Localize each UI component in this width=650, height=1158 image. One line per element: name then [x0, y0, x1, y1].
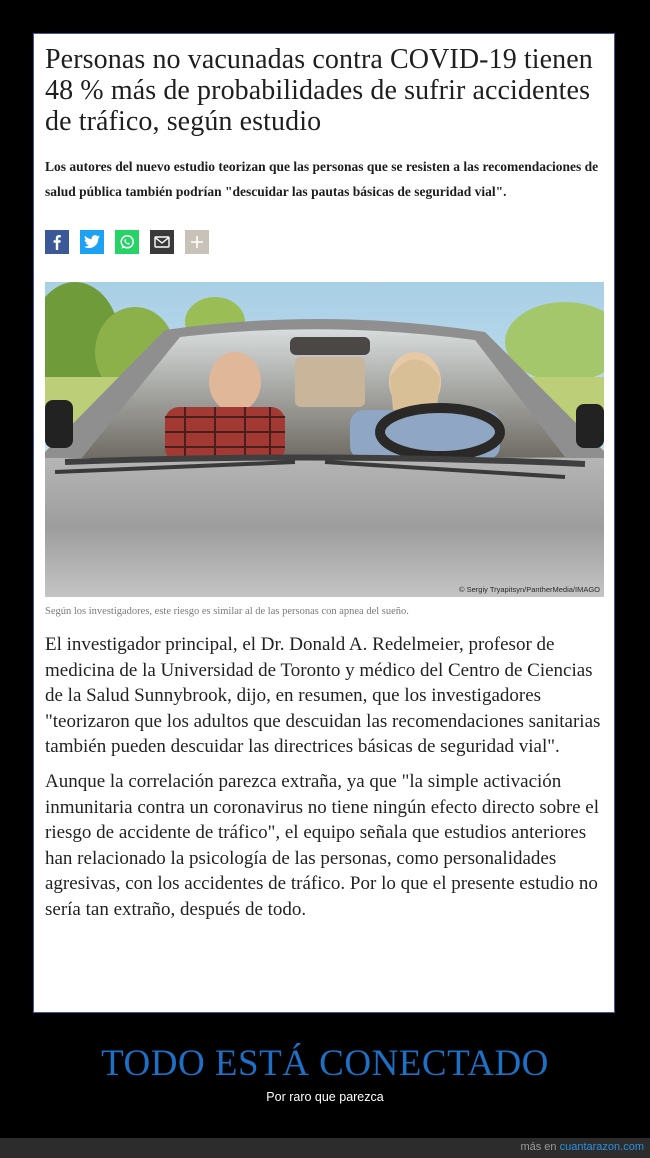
article-paragraph: El investigador principal, el Dr. Donald A. Redelmeier, profesor de medicina de la Universidad de Toronto y médico del Centro de Ciencias de la Salud Sunnybrook, dijo, en resumen, que los investigadores "teorizaron que los adultos que descuidan las recomendaciones sanitarias también pueden descuidar las directrices básicas de seguridad vial". [45, 634, 601, 758]
whatsapp-share-button[interactable] [115, 230, 139, 254]
photo-caption: Según los investigadores, este riesgo es similar al de las personas con apnea del sueño. [45, 606, 409, 617]
photo-credit: © Sergiy Tryapitsyn/PantherMedia/IMAGO [459, 585, 600, 594]
email-icon [154, 236, 170, 248]
article-headline: Personas no vacunadas contra COVID-19 tienen 48 % más de probabilidades de sufrir accidentes de tráfico, según estudio [45, 44, 593, 137]
post-title: TODO ESTÁ CONECTADO [101, 1043, 549, 1084]
site-footer [0, 1138, 650, 1158]
plus-icon [190, 235, 204, 249]
site-link[interactable]: cuantarazon.com [559, 1141, 644, 1153]
car-photo-illustration [45, 282, 604, 597]
facebook-share-button[interactable] [45, 230, 69, 254]
article-content [45, 34, 605, 923]
email-share-button[interactable] [150, 230, 174, 254]
twitter-icon [84, 235, 100, 249]
share-bar [45, 230, 605, 254]
post-subtitle: Por raro que parezca [266, 1090, 384, 1104]
whatsapp-icon [119, 234, 135, 250]
facebook-icon [50, 234, 64, 250]
article-paragraph: Aunque la correlación parezca extraña, ya que "la simple activación inmunitaria contra un coronavirus no tiene ningún efecto directo sobre el riesgo de accidente de tráfico", el equipo señala que estudios anteriores han relacionado la psicología de las personas, como personalidades agresivas, con los accidentes de tráfico. Por lo que el presente estudio no sería tan extraño, después de todo. [45, 770, 599, 920]
footer-prefix: más en [520, 1141, 557, 1153]
article-lead: Los autores del nuevo estudio teorizan que las personas que se resisten a las recomendaciones de salud pública también podrían "descuidar las pautas básicas de seguridad vial". [45, 159, 599, 199]
more-share-button[interactable] [185, 230, 209, 254]
footer-credit [520, 1141, 644, 1153]
article-card [33, 33, 615, 1013]
article-photo [45, 282, 604, 597]
twitter-share-button[interactable] [80, 230, 104, 254]
